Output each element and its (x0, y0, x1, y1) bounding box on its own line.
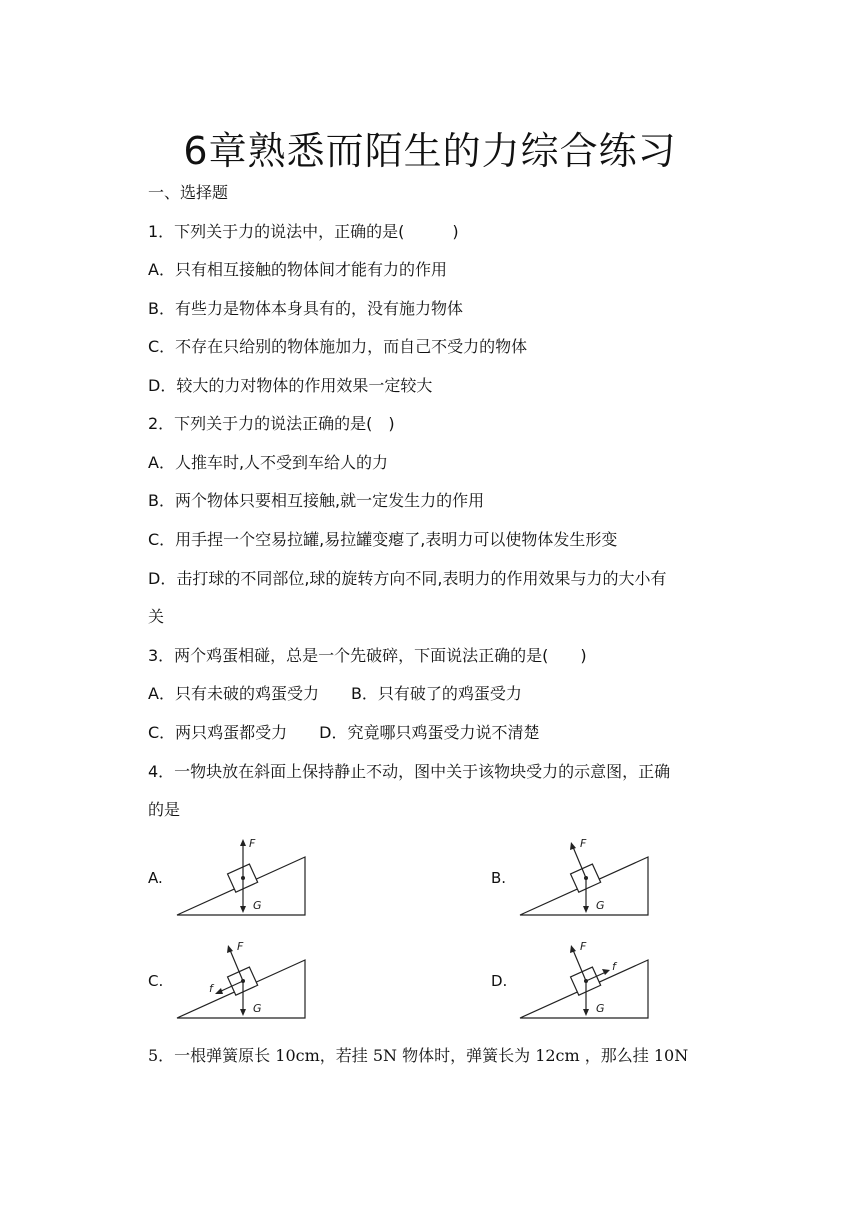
label-F: F (580, 837, 587, 850)
q1-stem: 1．下列关于力的说法中，正确的是( ) (148, 222, 459, 241)
section-heading: 一、选择题 (148, 183, 229, 202)
q1-option-b: B．有些力是物体本身具有的，没有施力物体 (148, 299, 463, 318)
page-title: 6章熟悉而陌生的力综合练习 (183, 129, 677, 173)
q2-option-d-line1: D．击打球的不同部位,球的旋转方向不同,表明力的作用效果与力的大小有 (148, 569, 667, 588)
q3-stem: 3．两个鸡蛋相碰，总是一个先破碎，下面说法正确的是( ) (148, 646, 587, 665)
label-f: f (209, 982, 213, 995)
q1-option-c: C．不存在只给别的物体施加力，而自己不受力的物体 (148, 337, 528, 356)
label-G: G (596, 1002, 605, 1015)
q4-option-c-label: C. (148, 972, 164, 990)
q1-option-d: D．较大的力对物体的作用效果一定较大 (148, 376, 433, 395)
q2-stem: 2．下列关于力的说法正确的是( ) (148, 414, 395, 433)
q5-stem: 5．一根弹簧原长 10cm，若挂 5N 物体时，弹簧长为 12cm ，那么挂 10N (148, 1046, 689, 1065)
label-G: G (596, 899, 605, 912)
q4-stem-line2: 的是 (148, 800, 181, 819)
q4-option-d-label: D. (491, 972, 508, 990)
q3-options-cd: C．两只鸡蛋都受力 D．究竟哪只鸡蛋受力说不清楚 (148, 723, 540, 742)
q3-options-ab: A．只有未破的鸡蛋受力 B．只有破了的鸡蛋受力 (148, 684, 522, 703)
q4-option-a-label: A. (148, 869, 163, 887)
label-F: F (237, 940, 244, 953)
q4-option-b-label: B. (491, 869, 507, 887)
incline-figure-b (518, 835, 650, 919)
q4-stem-line1: 4．一物块放在斜面上保持静止不动，图中关于该物块受力的示意图，正确 (148, 762, 671, 781)
incline-figure-a (175, 835, 307, 919)
label-G: G (253, 899, 262, 912)
q2-option-b: B．两个物体只要相互接触,就一定发生力的作用 (148, 491, 485, 510)
label-G: G (253, 1002, 262, 1015)
q1-option-a: A．只有相互接触的物体间才能有力的作用 (148, 260, 447, 279)
q2-option-a: A．人推车时,人不受到车给人的力 (148, 453, 389, 472)
label-F: F (249, 837, 256, 850)
incline-figure-c (175, 938, 307, 1022)
incline-figure-d (518, 938, 650, 1022)
label-F: F (580, 940, 587, 953)
q2-option-d-line2: 关 (148, 607, 165, 626)
q2-option-c: C．用手捏一个空易拉罐,易拉罐变瘪了,表明力可以使物体发生形变 (148, 530, 618, 549)
label-f: f (612, 960, 616, 973)
